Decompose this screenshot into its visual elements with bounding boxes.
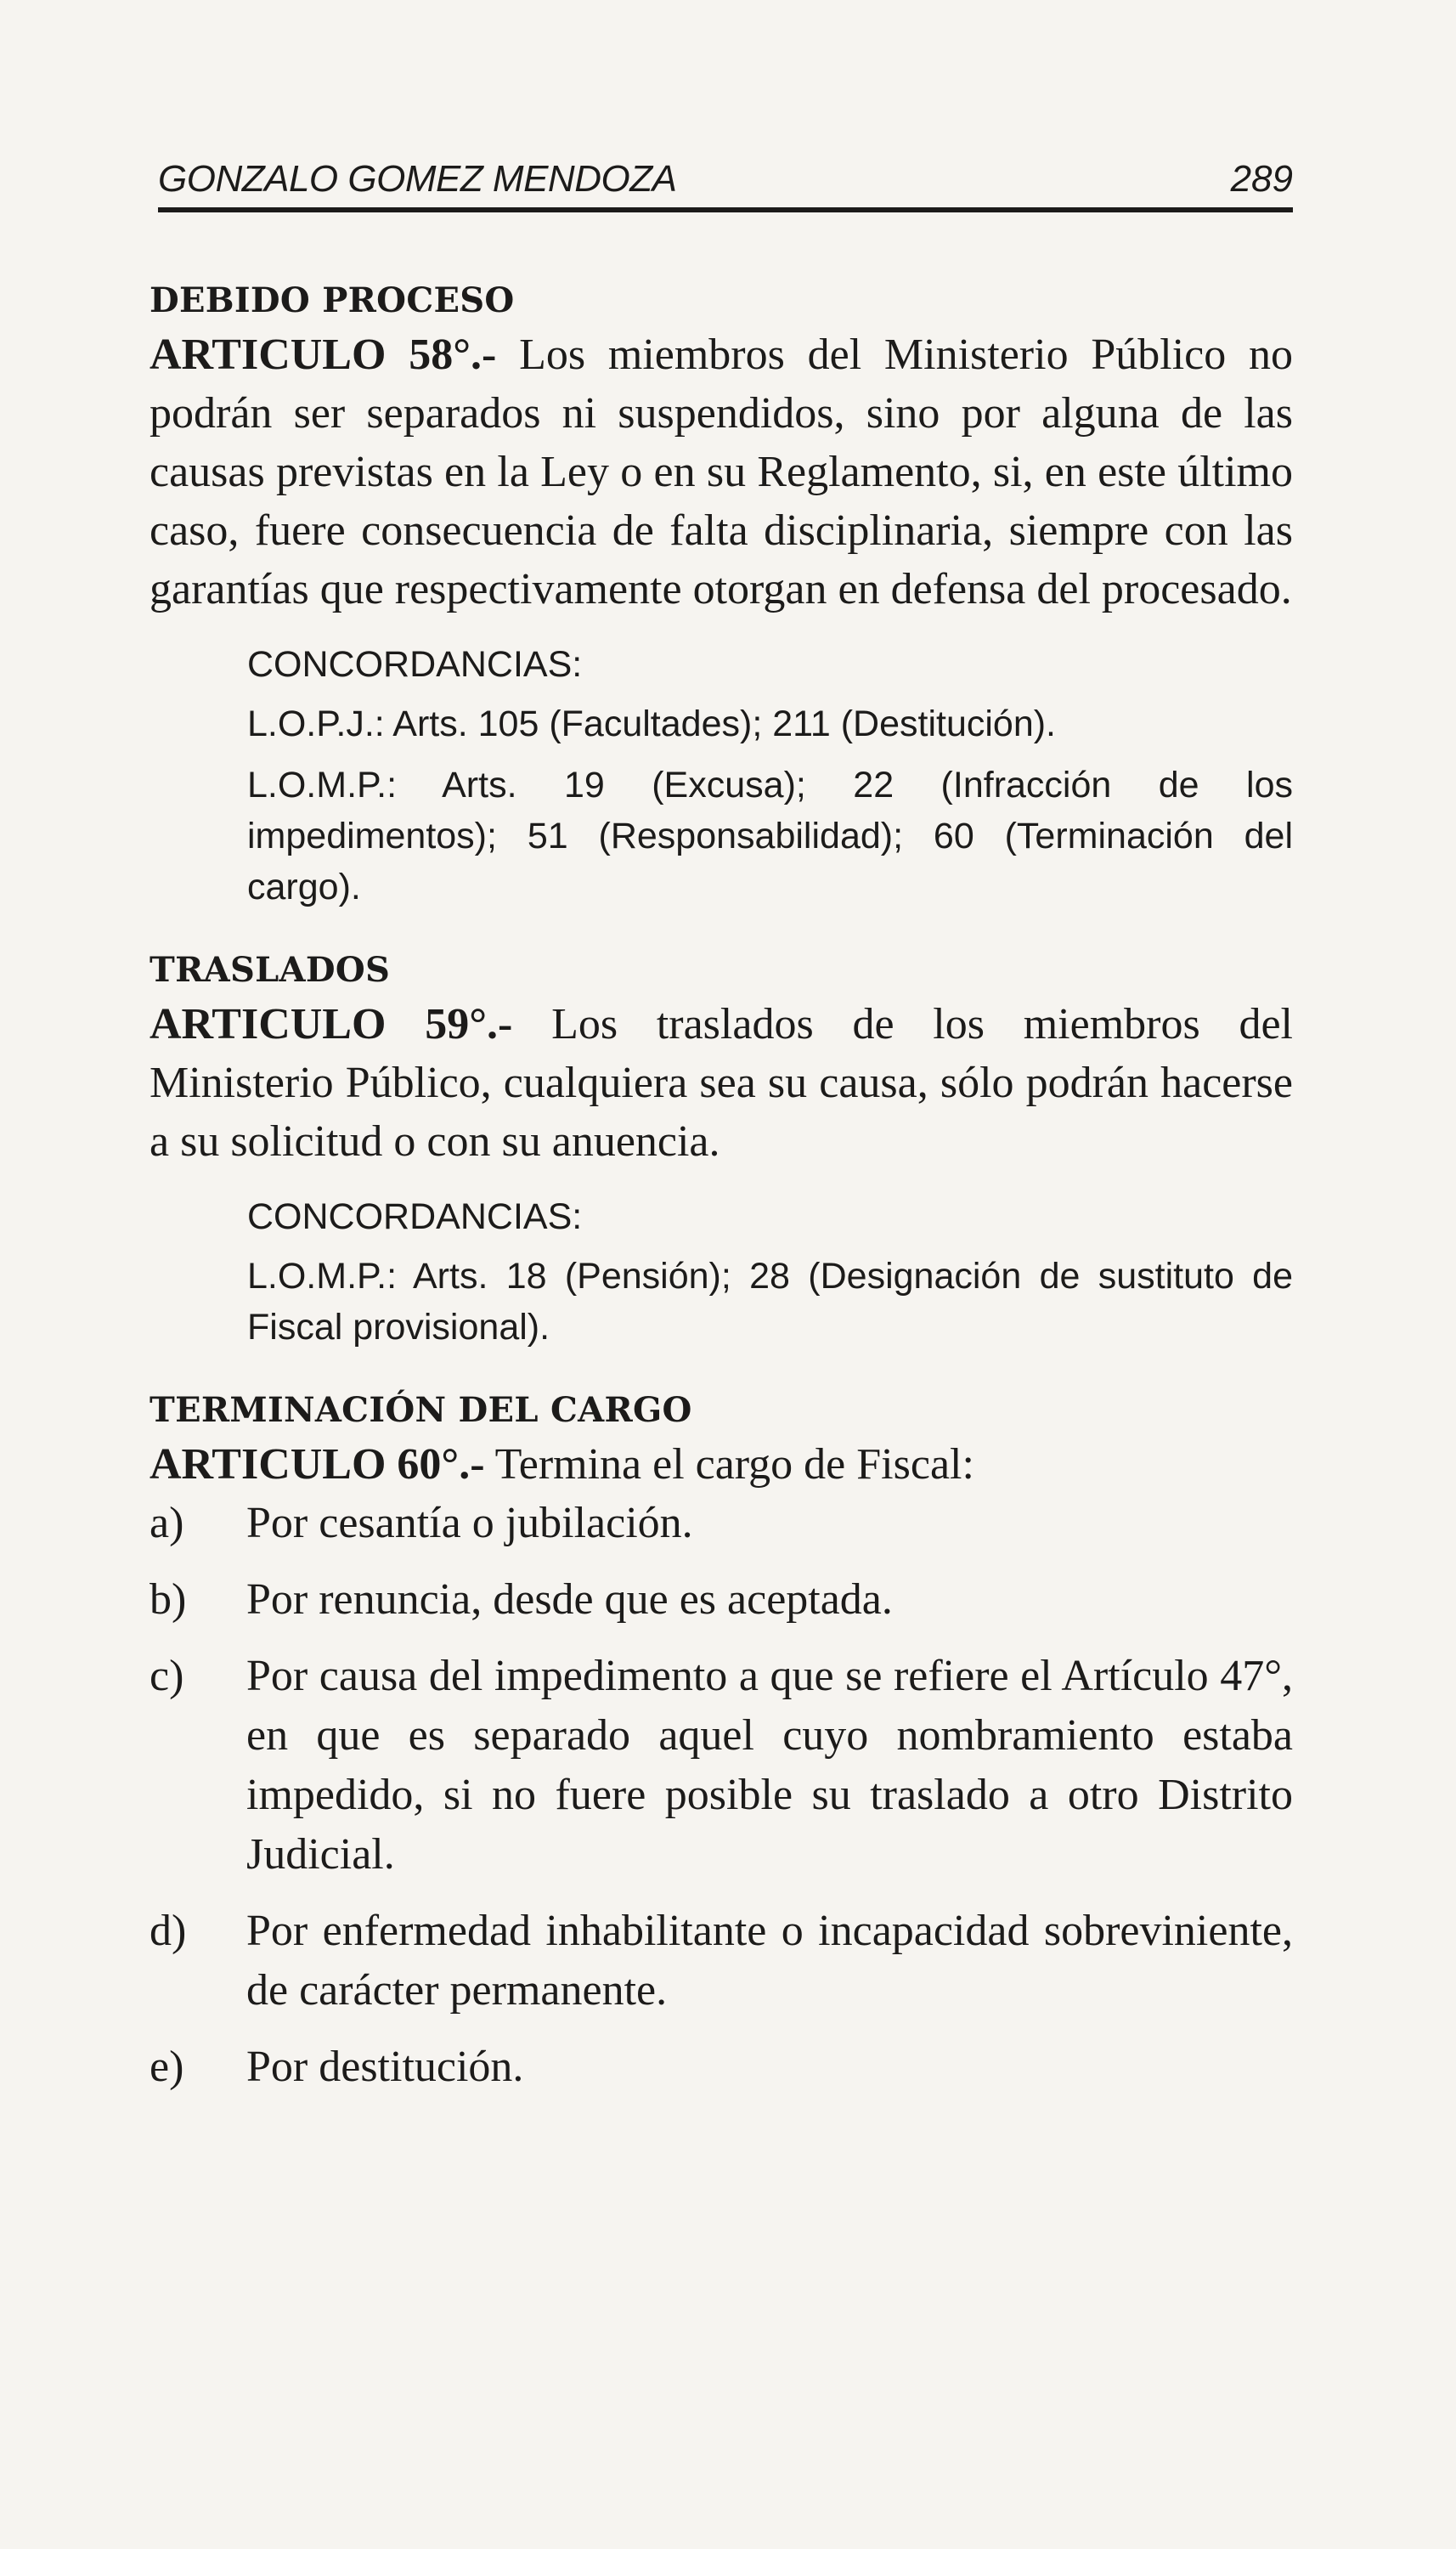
list-item (150, 1570, 1293, 1630)
list-item-marker: b) (150, 1575, 187, 1624)
concordancias-block (247, 1191, 1293, 1353)
list-item-marker: e) (150, 2043, 184, 2091)
running-header (158, 144, 1293, 212)
termination-causes-list (150, 1494, 1293, 2097)
running-header-author: GONZALO GOMEZ MENDOZA (158, 158, 677, 200)
list-item (150, 1647, 1293, 1885)
concordancia-line: L.O.M.P.: Arts. 18 (Pensión); 28 (Designación de sustituto de Fiscal provisional). (247, 1256, 1293, 1348)
article-58 (150, 325, 1293, 619)
concordancias-block (247, 639, 1293, 913)
section-heading: TERMINACIÓN DEL CARGO (150, 1390, 692, 1430)
list-item (150, 1494, 1293, 1553)
article-59 (150, 995, 1293, 1171)
article-label: ARTICULO 59°.- (150, 1000, 513, 1048)
concordancias-title: CONCORDANCIAS: (247, 644, 583, 685)
section-heading: TRASLADOS (150, 950, 391, 990)
article-text: Los traslados de los miembros del Ministerio Público, cualquiera sea su causa, sólo podrán hacerse a su solicitud o con su anuencia. (150, 1000, 1294, 1166)
list-item (150, 2038, 1293, 2097)
concordancia-line: L.O.P.J.: Arts. 105 (Facultades); 211 (Destitución). (247, 704, 1057, 744)
article-text: Los miembros del Ministerio Público no podrán ser separados ni suspendidos, sino por alguna de las causas previstas en la Ley o en su Reglamento, si, en este último caso, fuere consecuencia de falta disciplinaria, siempre con las garantías que respectivamente otorgan en defensa del procesado. (150, 331, 1294, 613)
list-item-marker: a) (150, 1499, 184, 1547)
section-debido-proceso (150, 280, 1293, 913)
concordancia-line: L.O.M.P.: Arts. 19 (Excusa); 22 (Infracción de los impedimentos); 51 (Responsabilidad); 60 (Terminación del cargo). (247, 765, 1293, 907)
list-item-text: Por renuncia, desde que es aceptada. (246, 1575, 893, 1624)
section-terminacion-del-cargo (150, 1390, 1293, 2097)
page-content (150, 280, 1293, 2134)
list-item-text: Por enfermedad inhabilitante o incapacidad sobreviniente, de carácter permanente. (246, 1907, 1293, 2015)
article-text: Termina el cargo de Fiscal: (484, 1440, 974, 1489)
section-heading: DEBIDO PROCESO (150, 280, 515, 320)
list-item-marker: c) (150, 1652, 184, 1700)
article-label: ARTICULO 60°.- (150, 1440, 485, 1489)
list-item-text: Por destitución. (246, 2043, 524, 2091)
page-number: 289 (1230, 158, 1293, 200)
article-60 (150, 1435, 1293, 1494)
list-item-text: Por causa del impedimento a que se refiere el Artículo 47°, en que es separado aquel cuyo nombramiento estaba impedido, si no fuere posible su traslado a otro Distrito Judicial. (246, 1652, 1293, 1879)
section-traslados (150, 950, 1293, 1353)
article-label: ARTICULO 58°.- (150, 331, 497, 379)
list-item-marker: d) (150, 1907, 187, 1955)
concordancias-title: CONCORDANCIAS: (247, 1196, 583, 1237)
list-item-text: Por cesantía o jubilación. (246, 1499, 693, 1547)
list-item (150, 1902, 1293, 2021)
